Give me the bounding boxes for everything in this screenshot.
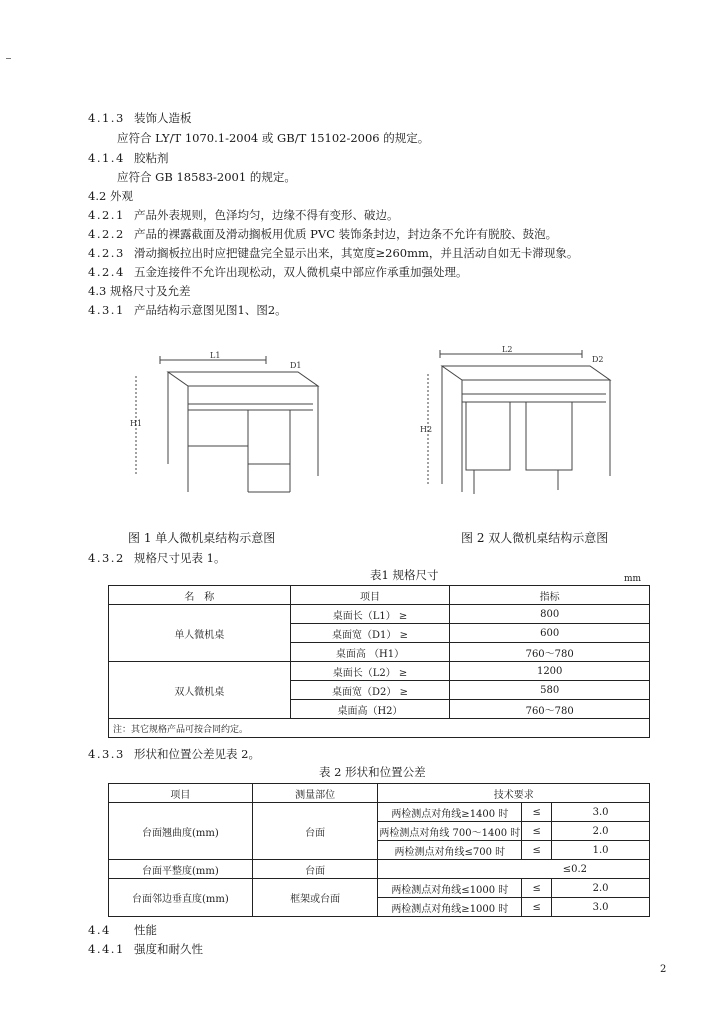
table-cell: ≤ <box>522 822 552 841</box>
page-number: 2 <box>660 964 667 975</box>
table-2-title: 表 2 形状和位置公差 <box>319 765 426 779</box>
table-cell: 两检测点对角线 700～1400 时 <box>378 822 522 841</box>
table-row <box>109 662 650 681</box>
section-4-1-3-body: 应符合 LY/T 1070.1-2004 或 GB/T 15102-2006 的规定。 <box>117 131 430 145</box>
section-4-3-3-number: 4.3.3 <box>88 747 125 761</box>
section-4-4-title: 性能 <box>134 923 157 937</box>
table-cell: 桌面长（L2） ≥ <box>290 662 450 681</box>
table-2-warp-item: 台面翘曲度(mm) <box>109 803 253 860</box>
figure-2-caption: 图 2 双人微机桌结构示意图 <box>461 531 609 545</box>
table-cell: 两检测点对角线≤1000 时 <box>378 879 522 898</box>
table-cell: 桌面高 （H1） <box>290 643 450 662</box>
table-2-flatness-location: 台面 <box>252 860 378 879</box>
figure-2-double-desk <box>418 344 618 524</box>
table-cell: 580 <box>450 681 650 700</box>
table-1-header-name: 名 称 <box>109 586 291 605</box>
section-4-2-1-body: 产品外表规则，色泽均匀，边缘不得有变形、破边。 <box>134 208 399 222</box>
table-cell: ≤ <box>522 841 552 860</box>
table-row <box>109 784 650 803</box>
section-4-2-3-number: 4.2.3 <box>88 246 125 260</box>
table-cell: 1200 <box>450 662 650 681</box>
table-row <box>109 586 650 605</box>
table-cell: 桌面长（L1） ≥ <box>290 605 450 624</box>
table-cell: 760～780 <box>450 643 650 662</box>
table-2-perpendicular-location: 框架或台面 <box>252 879 378 917</box>
table-cell: 桌面高（H2） <box>290 700 450 719</box>
section-4-1-4-body: 应符合 GB 18583-2001 的规定。 <box>117 170 296 184</box>
table-1-group-double: 双人微机桌 <box>109 662 291 719</box>
table-1-specification <box>108 585 650 738</box>
section-4-1-3-number: 4.1.3 <box>88 111 125 125</box>
table-cell: ≤ <box>522 898 552 917</box>
section-4-2-1-number: 4.2.1 <box>88 208 125 222</box>
table-cell: 2.0 <box>552 879 650 898</box>
fig1-label-d1: D1 <box>290 361 302 370</box>
fig1-label-l1: L1 <box>210 351 221 360</box>
table-1-header-index: 指标 <box>450 586 650 605</box>
table-1-title: 表1 规格尺寸 <box>370 568 439 582</box>
table-row <box>109 719 650 738</box>
table-cell: 桌面宽（D2） ≥ <box>290 681 450 700</box>
figure-1-caption: 图 1 单人微机桌结构示意图 <box>128 531 276 545</box>
table-1-note: 注：其它规格产品可按合同约定。 <box>109 719 650 738</box>
fig2-label-d2: D2 <box>592 355 604 364</box>
table-row <box>109 605 650 624</box>
table-2-tolerance <box>108 783 650 917</box>
section-4-4-number: 4.4 <box>88 923 111 937</box>
table-2-header-requirement: 技术要求 <box>378 784 650 803</box>
table-cell: 3.0 <box>552 803 650 822</box>
table-cell: 600 <box>450 624 650 643</box>
section-4-1-4-number: 4.1.4 <box>88 151 125 165</box>
figure-1-single-desk <box>128 346 328 524</box>
table-2-perpendicular-item: 台面邻边垂直度(mm) <box>109 879 253 917</box>
section-4-2-2-number: 4.2.2 <box>88 227 125 241</box>
section-4-2-3-body: 滑动搁板拉出时应把键盘完全显示出来，其宽度≥260mm，并且活动自如无卡滞现象。 <box>134 246 579 260</box>
section-4-2-4-body: 五金连接件不允许出现松动，双人微机桌中部应作承重加强处理。 <box>134 265 468 279</box>
table-cell: 800 <box>450 605 650 624</box>
table-2-flatness-requirement: ≤0.2 <box>378 860 650 879</box>
table-1-group-single: 单人微机桌 <box>109 605 291 662</box>
table-cell: ≤ <box>522 803 552 822</box>
section-4-2-heading: 4.2 外观 <box>88 189 133 203</box>
table-cell: 桌面宽（D1） ≥ <box>290 624 450 643</box>
margin-mark <box>6 58 11 59</box>
fig2-label-l2: L2 <box>502 345 513 354</box>
table-1-header-item: 项目 <box>290 586 450 605</box>
section-4-1-4-title: 胶粘剂 <box>134 151 169 165</box>
table-2-flatness-item: 台面平整度(mm) <box>109 860 253 879</box>
section-4-3-2-body: 规格尺寸见表 1。 <box>134 551 226 565</box>
section-4-1-3-title: 装饰人造板 <box>134 111 192 125</box>
table-cell: 760～780 <box>450 700 650 719</box>
table-2-warp-location: 台面 <box>252 803 378 860</box>
fig1-label-h1: H1 <box>130 419 143 428</box>
table-cell: ≤ <box>522 879 552 898</box>
table-2-header-item: 项目 <box>109 784 253 803</box>
table-1-unit: mm <box>624 574 642 584</box>
table-cell: 两检测点对角线≤700 时 <box>378 841 522 860</box>
section-4-3-heading: 4.3 规格尺寸及允差 <box>88 284 191 298</box>
section-4-2-2-body: 产品的裸露截面及滑动搁板用优质 PVC 装饰条封边，封边条不允许有脱胶、鼓泡。 <box>134 227 558 241</box>
table-cell: 两检测点对角线≥1000 时 <box>378 898 522 917</box>
table-row <box>109 860 650 879</box>
section-4-3-2-number: 4.3.2 <box>88 551 125 565</box>
table-cell: 3.0 <box>552 898 650 917</box>
table-row <box>109 879 650 898</box>
section-4-3-1-body: 产品结构示意图见图1、图2。 <box>134 303 287 317</box>
section-4-3-3-body: 形状和位置公差见表 2。 <box>134 747 260 761</box>
table-row <box>109 803 650 822</box>
table-cell: 2.0 <box>552 822 650 841</box>
section-4-4-1-title: 强度和耐久性 <box>134 942 203 956</box>
table-cell: 1.0 <box>552 841 650 860</box>
fig2-label-h2: H2 <box>420 425 433 434</box>
table-cell: 两检测点对角线≥1400 时 <box>378 803 522 822</box>
section-4-4-1-number: 4.4.1 <box>88 942 125 956</box>
table-2-header-location: 测量部位 <box>252 784 378 803</box>
section-4-3-1-number: 4.3.1 <box>88 303 125 317</box>
section-4-2-4-number: 4.2.4 <box>88 265 125 279</box>
